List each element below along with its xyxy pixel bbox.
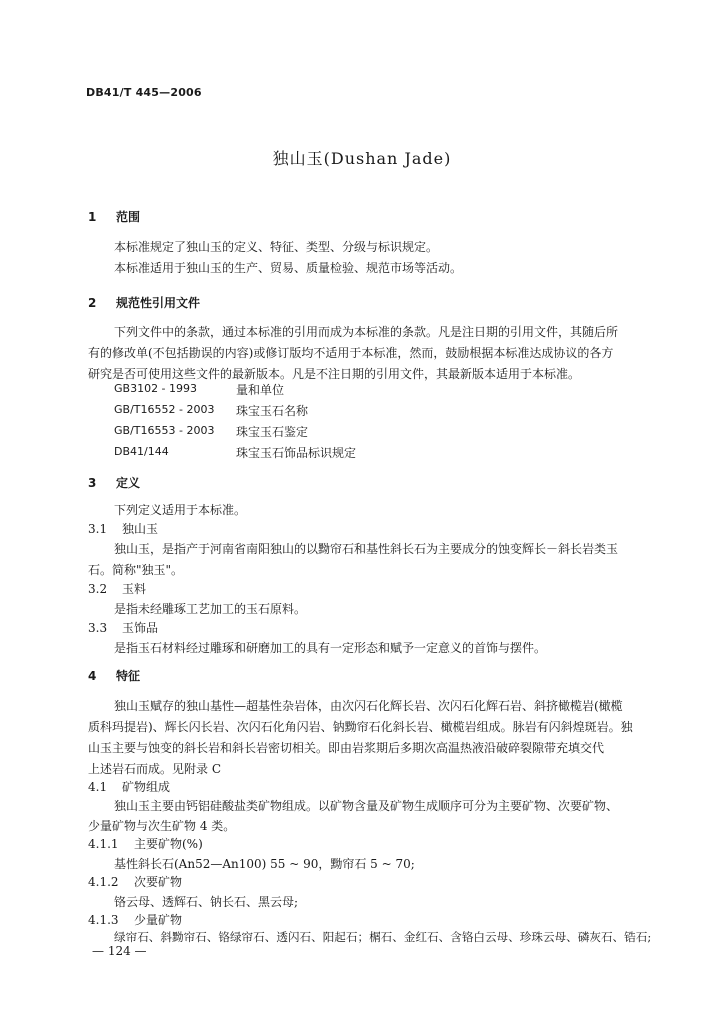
section-heading-4 (88, 667, 140, 684)
subsection-title: 矿物组成 (122, 780, 171, 794)
section-title: 范围 (116, 210, 141, 224)
subsection-number: 4.1.3 (88, 913, 119, 927)
paragraph: 铬云母、透辉石、钠长石、黑云母; (114, 895, 299, 909)
standard-number: DB41/T 445—2006 (86, 86, 202, 99)
section-title: 特征 (116, 669, 141, 683)
paragraph-line: 研究是否可使用这些文件的最新版本。凡是不注日期的引用文件，其最新版本适用于本标准。 (88, 367, 581, 381)
page-number: — 124 — (92, 944, 147, 958)
paragraph-line: 石。简称"独玉"。 (88, 563, 184, 577)
paragraph-line: 上述岩石而成。见附录 C (88, 762, 221, 776)
paragraph: 是指玉石材料经过雕琢和研磨加工的具有一定形态和赋予一定意义的首饰与摆件。 (114, 641, 547, 655)
paragraph-line: 有的修改单(不包括勘误的内容)或修订版均不适用于本标准，然而，鼓励根据本标准达成协议的各方 (88, 346, 614, 360)
section-heading-3 (88, 474, 140, 491)
subsection-heading (88, 619, 158, 636)
subsection-heading (88, 580, 146, 597)
subsection-heading (88, 778, 170, 795)
subsection-heading (88, 520, 158, 537)
subsection-number: 4.1 (88, 780, 108, 794)
paragraph: 是指未经雕琢工艺加工的玉石原料。 (114, 602, 307, 616)
section-number: 2 (88, 296, 97, 310)
paragraph: 下列定义适用于本标准。 (114, 503, 247, 517)
paragraph-line: 独山玉赋存的独山基性—超基性杂岩体，由次闪石化辉长岩、次闪石化辉石岩、斜挤橄榄岩(橄榄 (114, 699, 623, 713)
subsection-heading (88, 835, 203, 852)
subsection-number: 4.1.2 (88, 875, 119, 889)
paragraph-line: 下列文件中的条款，通过本标准的引用而成为本标准的条款。凡是注日期的引用文件，其随后所 (114, 325, 619, 339)
subsection-number: 4.1.1 (88, 837, 119, 851)
paragraph-line: 质科玛提岩)、辉长闪长岩、次闪石化角闪岩、钠黝帘石化斜长岩、橄榄岩组成。脉岩有闪斜煌斑岩。独 (88, 720, 633, 734)
reference-name: 珠宝玉石鉴定 (236, 425, 309, 439)
subsection-number: 3.2 (88, 582, 108, 596)
paragraph: 绿帘石、斜黝帘石、铬绿帘石、透闪石、阳起石；榍石、金红石、含铬白云母、珍珠云母、磷灰石、锆石; (114, 930, 652, 944)
reference-name: 珠宝玉石饰品标识规定 (236, 446, 357, 460)
section-number: 1 (88, 210, 97, 224)
paragraph: 本标准适用于独山玉的生产、贸易、质量检验、规范市场等活动。 (114, 261, 463, 275)
subsection-number: 3.1 (88, 522, 108, 536)
reference-name: 珠宝玉石名称 (236, 404, 309, 418)
reference-code: GB/T16553 - 2003 (114, 424, 215, 437)
section-heading-1 (88, 208, 140, 225)
subsection-heading (88, 873, 182, 890)
subsection-title: 玉饰品 (122, 621, 159, 635)
reference-code: GB3102 - 1993 (114, 382, 198, 395)
subsection-title: 独山玉 (122, 522, 159, 536)
reference-code: DB41/144 (114, 445, 169, 458)
paragraph-line: 少量矿物与次生矿物 4 类。 (88, 819, 236, 833)
section-number: 3 (88, 476, 97, 490)
subsection-title: 少量矿物 (134, 913, 183, 927)
document-title: 独山玉(Dushan Jade) (272, 149, 452, 168)
section-title: 规范性引用文件 (116, 296, 201, 310)
reference-code: GB/T16552 - 2003 (114, 403, 215, 416)
subsection-title: 玉料 (122, 582, 147, 596)
subsection-number: 3.3 (88, 621, 108, 635)
section-heading-2 (88, 294, 200, 311)
reference-name: 量和单位 (236, 383, 285, 397)
paragraph: 本标准规定了独山玉的定义、特征、类型、分级与标识规定。 (114, 240, 439, 254)
paragraph-line: 山玉主要与蚀变的斜长岩和斜长岩密切相关。即由岩浆期后多期次高温热液沿破碎裂隙带充填交代 (88, 741, 605, 755)
subsection-title: 次要矿物 (134, 875, 183, 889)
paragraph-line: 独山玉，是指产于河南省南阳独山的以黝帘石和基性斜长石为主要成分的蚀变辉长－斜长岩类玉 (114, 542, 619, 556)
paragraph: 基性斜长石(An52—An100) 55 ~ 90，黝帘石 5 ~ 70; (114, 857, 415, 871)
paragraph-line: 独山玉主要由钙铝硅酸盐类矿物组成。以矿物含量及矿物生成顺序可分为主要矿物、次要矿物、 (114, 799, 619, 813)
section-number: 4 (88, 669, 97, 683)
section-title: 定义 (116, 476, 141, 490)
subsection-title: 主要矿物(%) (134, 837, 203, 851)
subsection-heading (88, 911, 182, 928)
